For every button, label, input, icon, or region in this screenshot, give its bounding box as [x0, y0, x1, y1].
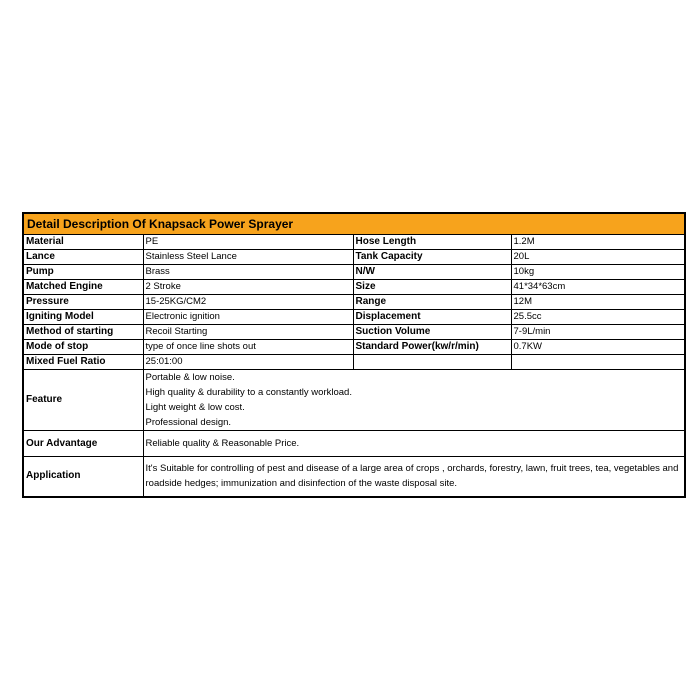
spec-value: PE — [143, 235, 353, 250]
spec-value: 7-9L/min — [511, 325, 685, 340]
spec-value: Electronic ignition — [143, 310, 353, 325]
table-row — [23, 325, 685, 340]
application-value: It's Suitable for controlling of pest and disease of a large area of crops , orchards, forestry, lawn, fruit trees, tea, vegetables and roadside hedges; immunization and disinfection of the waste disposal site. — [143, 457, 685, 497]
spec-label: Suction Volume — [353, 325, 511, 340]
spec-value: 1.2M — [511, 235, 685, 250]
spec-value: 41*34*63cm — [511, 280, 685, 295]
spec-label: Displacement — [353, 310, 511, 325]
spec-value: Recoil Starting — [143, 325, 353, 340]
spec-label: Matched Engine — [23, 280, 143, 295]
table-row — [23, 280, 685, 295]
spec-value: 0.7KW — [511, 340, 685, 355]
spec-value: Brass — [143, 265, 353, 280]
spec-label: Standard Power(kw/r/min) — [353, 340, 511, 355]
spec-label: Igniting Model — [23, 310, 143, 325]
table-row — [23, 295, 685, 310]
spec-label — [353, 355, 511, 370]
spec-value: Stainless Steel Lance — [143, 250, 353, 265]
table-row — [23, 355, 685, 370]
spec-label: N/W — [353, 265, 511, 280]
advantage-value: Reliable quality & Reasonable Price. — [143, 431, 685, 457]
table-title: Detail Description Of Knapsack Power Sprayer — [23, 213, 685, 235]
spec-label: Range — [353, 295, 511, 310]
spec-value: type of once line shots out — [143, 340, 353, 355]
table-row — [23, 340, 685, 355]
table-row — [23, 235, 685, 250]
spec-label: Mixed Fuel Ratio — [23, 355, 143, 370]
spec-label: Pressure — [23, 295, 143, 310]
spec-label: Size — [353, 280, 511, 295]
spec-value — [511, 355, 685, 370]
spec-value: 12M — [511, 295, 685, 310]
spec-value: 25.5cc — [511, 310, 685, 325]
feature-item: High quality & durability to a constantly workload. — [145, 387, 352, 398]
feature-item: Professional design. — [145, 417, 232, 428]
feature-row — [23, 370, 685, 431]
spec-value: 15-25KG/CM2 — [143, 295, 353, 310]
spec-label: Mode of stop — [23, 340, 143, 355]
feature-item: Portable & low noise. — [145, 372, 235, 383]
application-row — [23, 457, 685, 497]
spec-value: 20L — [511, 250, 685, 265]
spec-label: Lance — [23, 250, 143, 265]
spec-label: Method of starting — [23, 325, 143, 340]
table-row — [23, 250, 685, 265]
advantage-label: Our Advantage — [23, 431, 143, 457]
spec-label: Tank Capacity — [353, 250, 511, 265]
feature-label: Feature — [23, 370, 143, 431]
application-label: Application — [23, 457, 143, 497]
table-row — [23, 310, 685, 325]
spec-table — [22, 212, 686, 498]
spec-label: Hose Length — [353, 235, 511, 250]
feature-list — [143, 370, 685, 431]
spec-value: 2 Stroke — [143, 280, 353, 295]
spec-value: 25:01:00 — [143, 355, 353, 370]
table-row — [23, 265, 685, 280]
spec-label: Pump — [23, 265, 143, 280]
spec-label: Material — [23, 235, 143, 250]
spec-value: 10kg — [511, 265, 685, 280]
advantage-row — [23, 431, 685, 457]
feature-item: Light weight & low cost. — [145, 402, 245, 413]
